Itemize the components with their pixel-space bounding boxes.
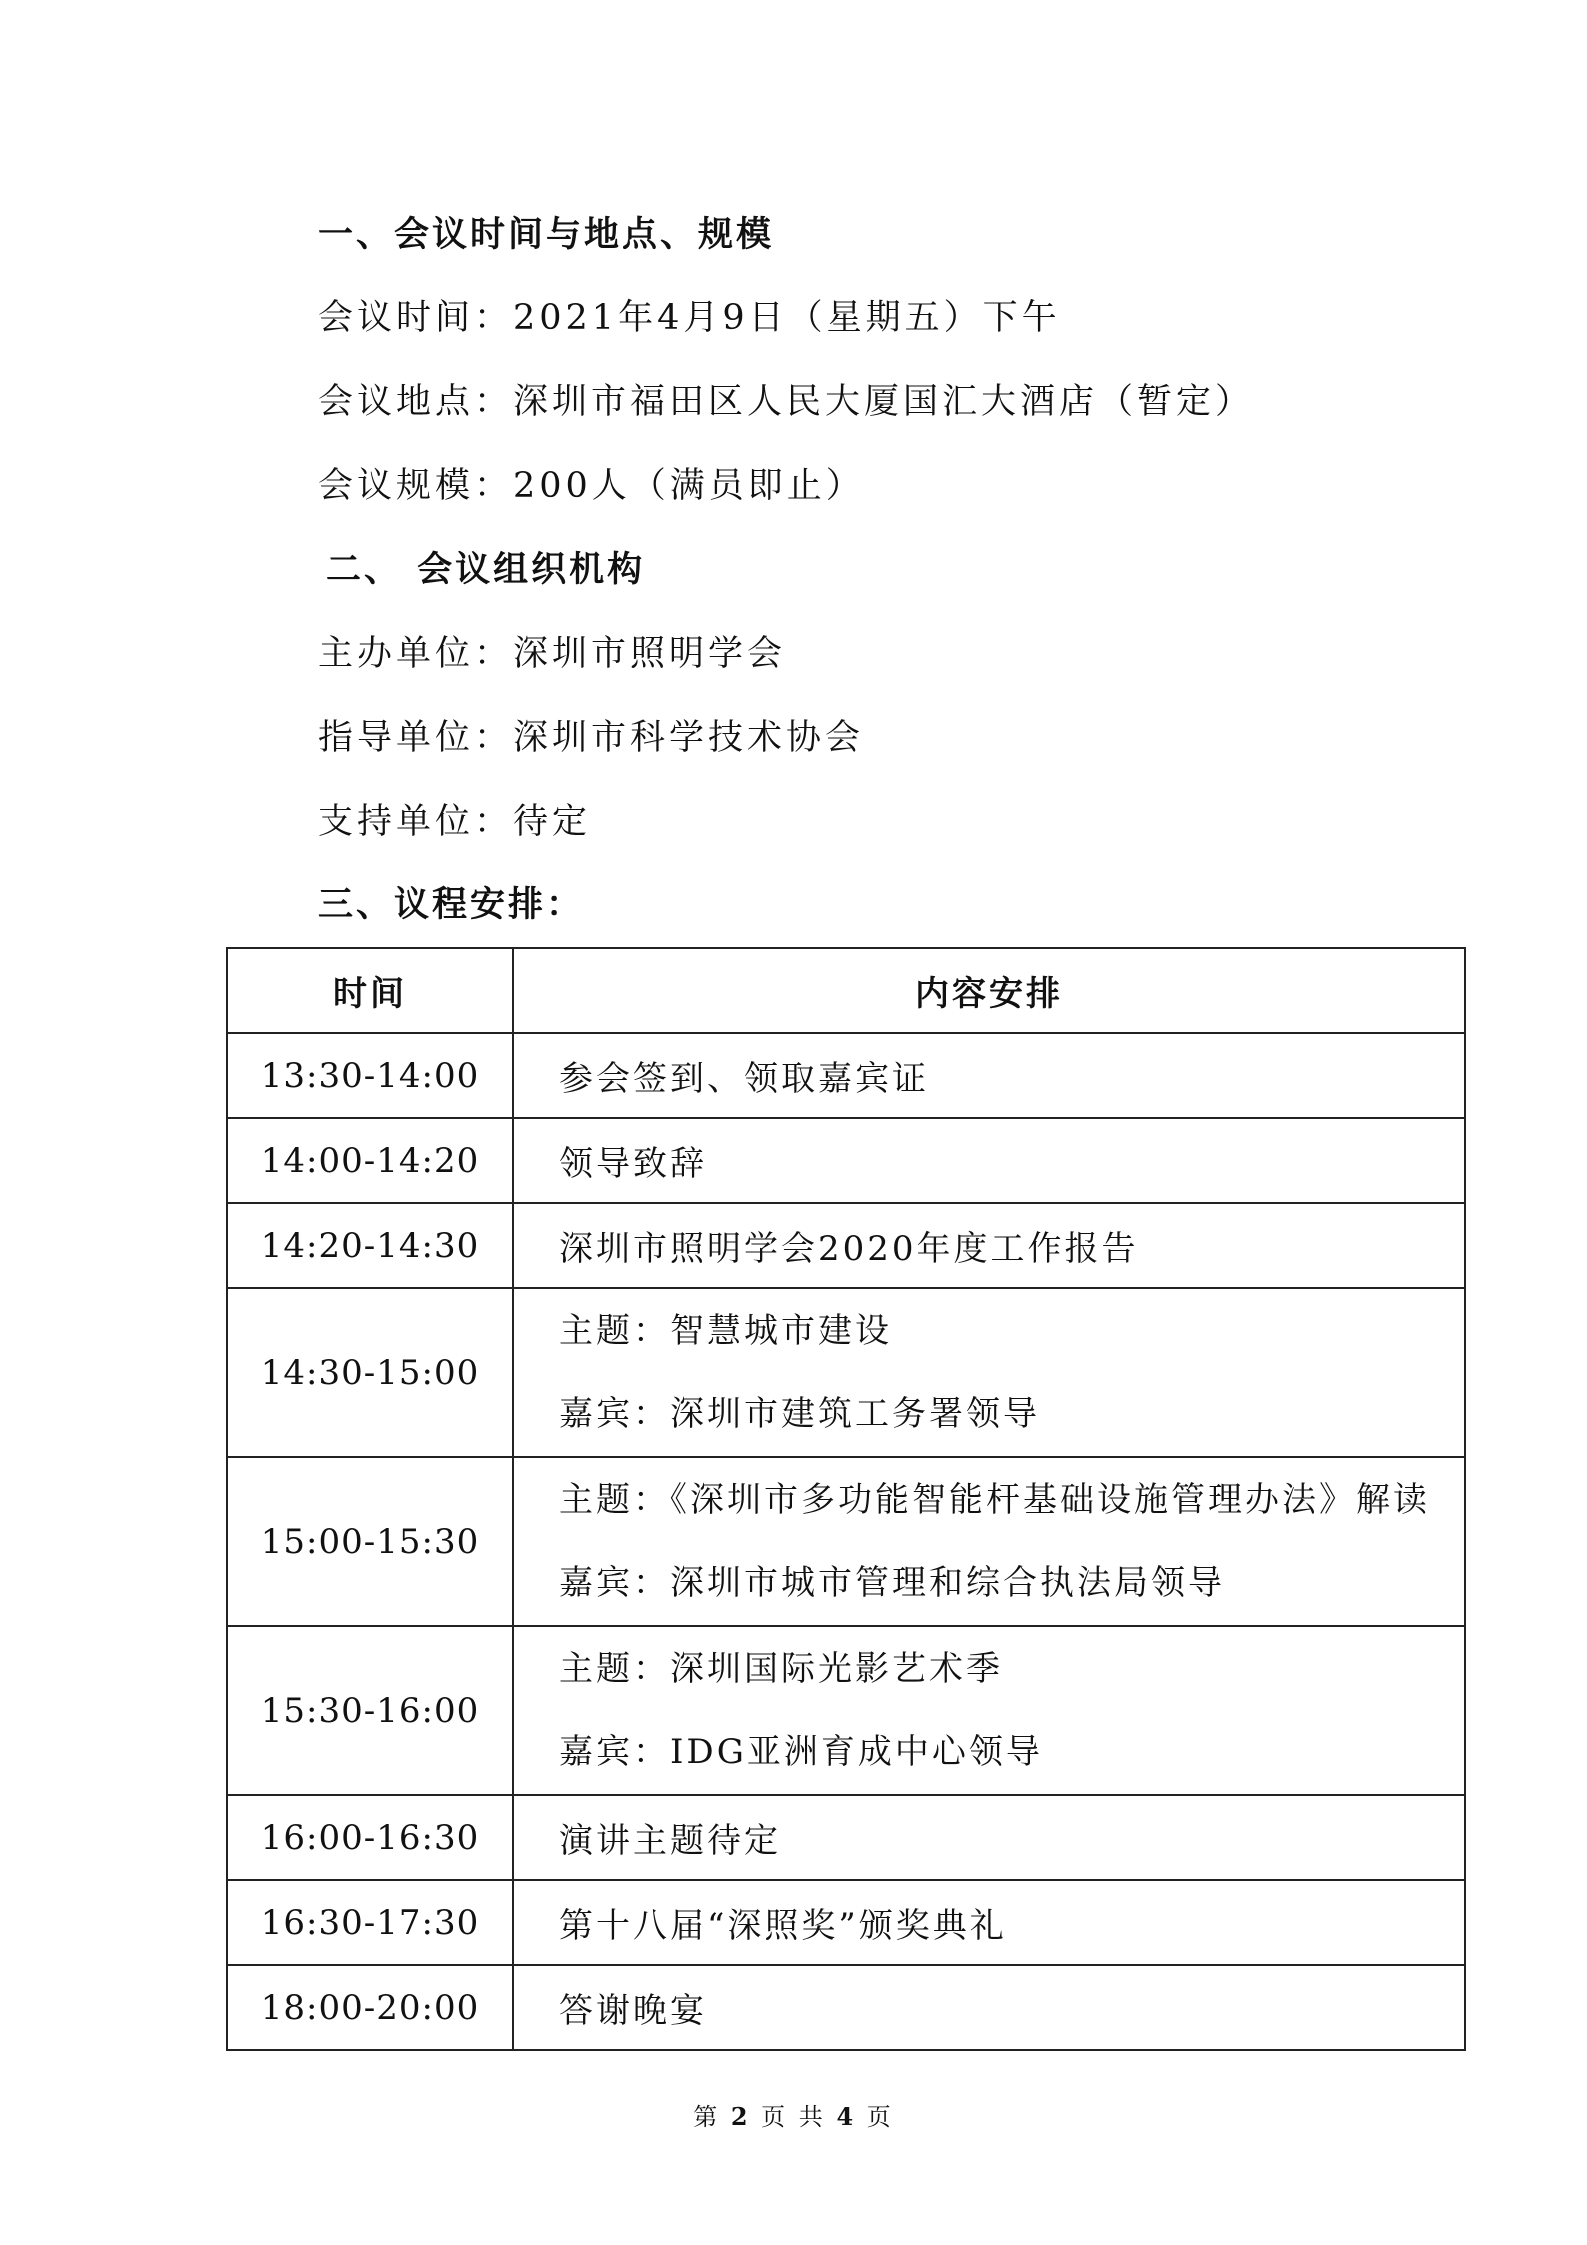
table-row bbox=[227, 1880, 1465, 1965]
agenda-topic: 主题：深圳国际光影艺术季 bbox=[559, 1648, 1003, 1689]
agenda-time: 14:20-14:30 bbox=[227, 1203, 513, 1288]
table-row bbox=[227, 1795, 1465, 1880]
agenda-header-row bbox=[227, 948, 1465, 1033]
guiding-organization: 指导单位：深圳市科学技术协会 bbox=[318, 718, 865, 758]
agenda-time: 13:30-14:00 bbox=[227, 1033, 513, 1118]
meeting-venue: 会议地点：深圳市福田区人民大厦国汇大酒店（暂定） bbox=[318, 382, 1255, 422]
agenda-time: 15:00-15:30 bbox=[227, 1457, 513, 1626]
host-organization: 主办单位：深圳市照明学会 bbox=[318, 634, 787, 674]
agenda-time: 16:30-17:30 bbox=[227, 1880, 513, 1965]
agenda-time: 15:30-16:00 bbox=[227, 1626, 513, 1795]
page-footer bbox=[0, 2097, 1587, 2132]
table-row bbox=[227, 1965, 1465, 2050]
table-row bbox=[227, 1626, 1465, 1795]
table-row bbox=[227, 1457, 1465, 1626]
agenda-guest: 嘉宾：深圳市建筑工务署领导 bbox=[559, 1393, 1040, 1434]
table-row bbox=[227, 1203, 1465, 1288]
agenda-content: 演讲主题待定 bbox=[513, 1795, 1465, 1880]
section-heading-meeting-info: 一、会议时间与地点、规模 bbox=[318, 215, 775, 255]
header-content: 内容安排 bbox=[513, 948, 1465, 1033]
agenda-content: 答谢晚宴 bbox=[513, 1965, 1465, 2050]
page-suffix: 页 bbox=[866, 2103, 894, 2131]
meeting-scale: 会议规模：200人（满员即止） bbox=[318, 466, 865, 506]
page-current: 2 bbox=[730, 2102, 751, 2131]
agenda-time: 18:00-20:00 bbox=[227, 1965, 513, 2050]
agenda-content: 深圳市照明学会2020年度工作报告 bbox=[513, 1203, 1465, 1288]
agenda-content bbox=[513, 1288, 1465, 1457]
agenda-time: 16:00-16:30 bbox=[227, 1795, 513, 1880]
agenda-content bbox=[513, 1626, 1465, 1795]
agenda-content bbox=[513, 1457, 1465, 1626]
agenda-guest: 嘉宾：深圳市城市管理和综合执法局领导 bbox=[559, 1562, 1225, 1603]
page-total: 4 bbox=[836, 2102, 857, 2131]
agenda-table bbox=[226, 947, 1466, 2051]
page-prefix: 第 bbox=[693, 2103, 721, 2131]
section-heading-organizers: 二、 会议组织机构 bbox=[326, 550, 646, 590]
section-heading-agenda: 三、议程安排： bbox=[318, 885, 585, 925]
agenda-time: 14:30-15:00 bbox=[227, 1288, 513, 1457]
table-row bbox=[227, 1033, 1465, 1118]
agenda-time: 14:00-14:20 bbox=[227, 1118, 513, 1203]
table-row bbox=[227, 1288, 1465, 1457]
agenda-topic: 主题：《深圳市多功能智能杆基础设施管理办法》解读 bbox=[559, 1479, 1430, 1520]
agenda-guest: 嘉宾：IDG亚洲育成中心领导 bbox=[559, 1731, 1043, 1772]
agenda-content: 领导致辞 bbox=[513, 1118, 1465, 1203]
header-time: 时间 bbox=[227, 948, 513, 1033]
table-row bbox=[227, 1118, 1465, 1203]
page-middle: 页 共 bbox=[761, 2103, 826, 2131]
meeting-time: 会议时间：2021年4月9日（星期五）下午 bbox=[318, 298, 1061, 338]
agenda-content: 第十八届“深照奖”颁奖典礼 bbox=[513, 1880, 1465, 1965]
agenda-topic: 主题：智慧城市建设 bbox=[559, 1310, 892, 1351]
agenda-content: 参会签到、领取嘉宾证 bbox=[513, 1033, 1465, 1118]
supporting-organization: 支持单位：待定 bbox=[318, 802, 592, 842]
